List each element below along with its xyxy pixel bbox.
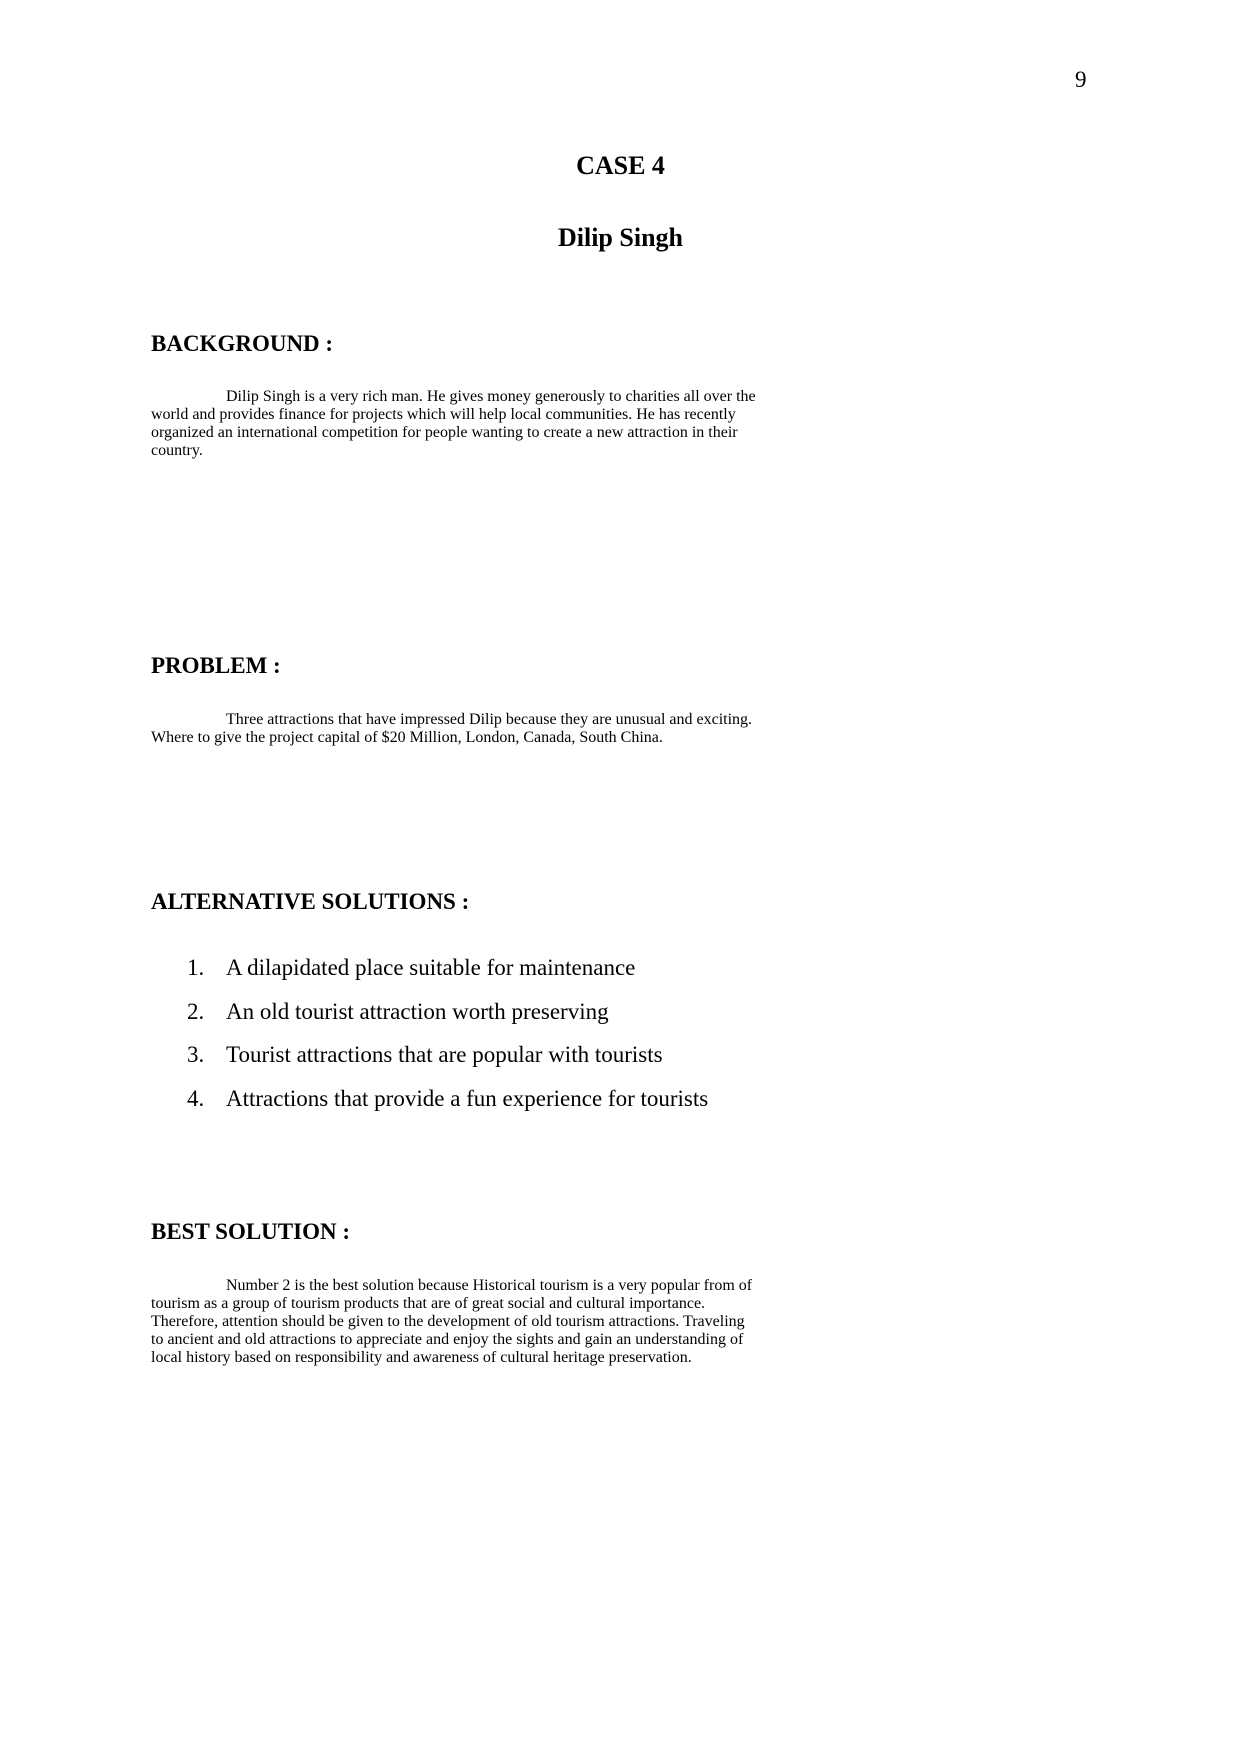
background-line: world and provides finance for projects which will help local communities. He has recently xyxy=(151,406,736,423)
problem-heading: PROBLEM : xyxy=(151,653,281,678)
best-paragraph xyxy=(151,1277,1091,1367)
best-line: Therefore, attention should be given to the development of old tourism attractions. Traveling xyxy=(151,1313,745,1330)
list-item-text: Tourist attractions that are popular with tourists xyxy=(226,1042,663,1067)
background-paragraph xyxy=(151,388,1091,460)
list-item xyxy=(151,990,1091,1034)
problem-paragraph xyxy=(151,711,1091,747)
alternatives-list xyxy=(151,946,1091,1120)
problem-line: Three attractions that have impressed Dilip because they are unusual and exciting. xyxy=(226,711,753,728)
problem-line: Where to give the project capital of $20 Million, London, Canada, South China. xyxy=(151,729,663,746)
best-line: to ancient and old attractions to appreciate and enjoy the sights and gain an understanding of xyxy=(151,1331,744,1348)
alternatives-section xyxy=(151,888,1091,916)
best-heading: BEST SOLUTION : xyxy=(151,1219,350,1244)
list-item-text: Attractions that provide a fun experience for tourists xyxy=(226,1085,709,1111)
problem-section xyxy=(151,652,1091,680)
list-item-text: A dilapidated place suitable for maintenance xyxy=(226,955,636,980)
page-number: 9 xyxy=(1075,67,1087,92)
page-subtitle: Dilip Singh xyxy=(557,223,683,252)
background-line: organized an international competition for people wanting to create a new attraction in their xyxy=(151,424,738,441)
list-item-text: An old tourist attraction worth preserving xyxy=(226,998,609,1024)
list-item xyxy=(151,946,1091,990)
best-line: tourism as a group of tourism products that are of great social and cultural importance. xyxy=(151,1295,706,1312)
list-item-number: 3. xyxy=(187,1042,205,1067)
background-line: country. xyxy=(151,442,203,459)
background-line: Dilip Singh is a very rich man. He gives money generously to charities all over the xyxy=(226,388,756,405)
list-item-number: 1. xyxy=(187,955,205,980)
page-title: CASE 4 xyxy=(576,151,665,180)
best-line: local history based on responsibility and awareness of cultural heritage preservation. xyxy=(151,1349,692,1366)
best-section xyxy=(151,1218,1091,1246)
list-item-number: 2. xyxy=(187,998,205,1024)
best-line: Number 2 is the best solution because Historical tourism is a very popular from of xyxy=(226,1277,753,1294)
background-section xyxy=(151,330,1091,358)
list-item xyxy=(151,1033,1091,1077)
list-item-number: 4. xyxy=(187,1085,205,1111)
alternatives-heading: ALTERNATIVE SOLUTIONS : xyxy=(151,889,470,914)
background-heading: BACKGROUND : xyxy=(151,331,334,356)
alternatives-list-wrap xyxy=(151,946,1091,1120)
list-item xyxy=(151,1077,1091,1121)
